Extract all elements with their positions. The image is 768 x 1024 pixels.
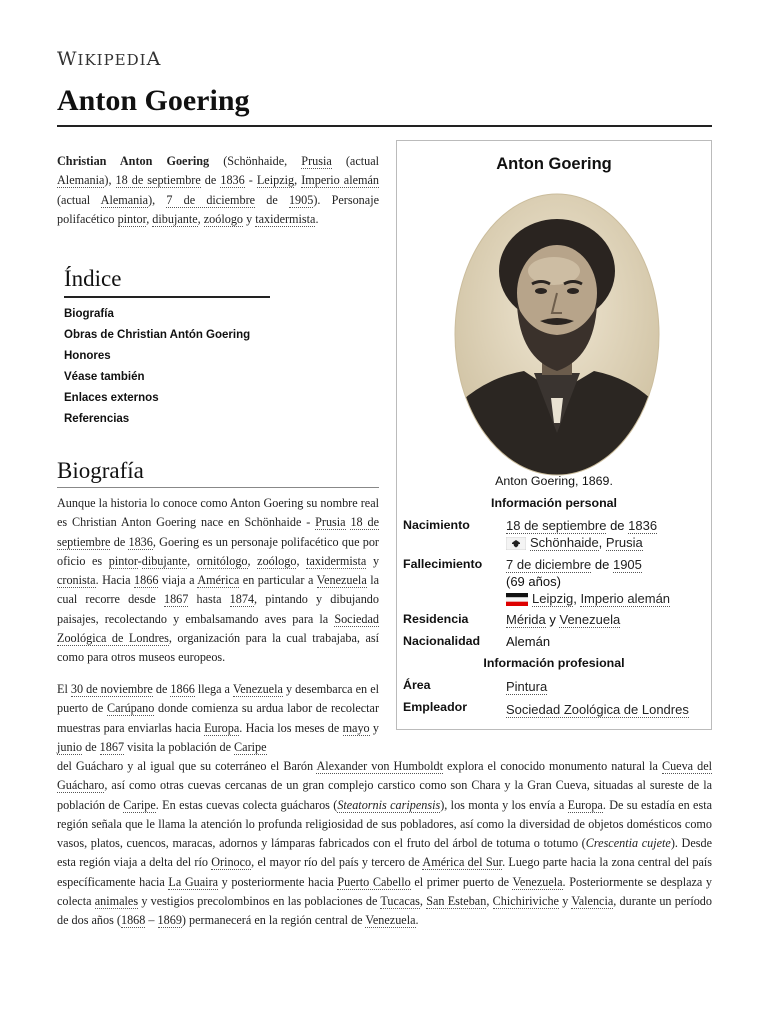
infobox-title: Anton Goering <box>496 155 612 173</box>
link-puerto-cabello[interactable]: Puerto Cabello <box>337 874 411 889</box>
link-america-del-sur[interactable]: América del Sur <box>422 855 503 870</box>
link-prusia[interactable]: Prusia <box>301 154 332 168</box>
label-area: Área <box>403 678 431 692</box>
link-death-year[interactable]: 1905 <box>612 557 642 572</box>
link-merida[interactable]: Mérida <box>506 612 546 627</box>
lead-paragraph: Christian Anton Goering (Schönhaide, Prusia (actual Alemania), 18 de septiembre de 1836 - Leipzig, Imperio alemán (actual Alemania), 7 de diciembre de 1905). Personaje polifacético pintor, dibujante, zoólogo y taxidermista. <box>57 154 380 226</box>
link-death-date[interactable]: 7 de diciembre <box>166 192 256 207</box>
link-caripe[interactable]: Caripe <box>123 797 156 812</box>
toc-item-enlaces-externos[interactable]: Enlaces externos <box>64 392 159 404</box>
wikipedia-wordmark[interactable]: WIKIPEDIA <box>57 48 162 70</box>
section-heading-biografia: Biografía <box>57 458 379 488</box>
value-empleador <box>506 701 689 718</box>
link-year[interactable]: 1874 <box>229 592 255 607</box>
link-date[interactable]: 18 de septiembre <box>57 515 379 549</box>
link-schonhaide[interactable]: Schönhaide <box>530 535 599 550</box>
link-year[interactable]: 1866 <box>134 573 159 588</box>
link-sociedad-zoologica[interactable]: Sociedad Zoológica de Londres <box>57 611 379 646</box>
link-pintura[interactable]: Pintura <box>506 679 548 694</box>
link-date[interactable]: 30 de noviembre <box>70 682 153 696</box>
link-birth-year[interactable]: 1836 <box>220 173 245 188</box>
link-mayo[interactable]: mayo <box>342 720 370 735</box>
value-nacionalidad: Alemán <box>506 634 551 649</box>
title-divider <box>57 125 712 127</box>
link-zoologo[interactable]: zoólogo <box>203 211 244 226</box>
link-carupano[interactable]: Carúpano <box>106 701 155 716</box>
link-prusia[interactable]: Prusia <box>315 515 346 530</box>
link-alemania[interactable]: Alemania <box>57 173 105 188</box>
link-chichiriviche[interactable]: Chichiriviche <box>492 894 559 909</box>
link-year[interactable]: 1866 <box>170 682 195 696</box>
link-year[interactable]: 1867 <box>163 592 189 607</box>
link-valencia[interactable]: Valencia <box>571 894 614 909</box>
label-nacionalidad: Nacionalidad <box>403 634 481 648</box>
toc-item-biografia[interactable]: Biografía <box>64 308 114 320</box>
page-title: Anton Goering <box>57 84 250 117</box>
label-residencia: Residencia <box>403 612 469 626</box>
link-venezuela[interactable]: Venezuela <box>512 874 563 889</box>
link-animales[interactable]: animales <box>94 894 139 909</box>
biografia-paragraph-2-continued: del Guácharo y al igual que su coterráneo el Barón Alexander von Humboldt explora el conocido monumento natural la Cueva del Guácharo, así como otras cuevas cercanas de un gran complejo carstico como son Chara y la Gran Cueva, situadas al sureste de la población de Caripe. En estas cuevas colecta guácharos (Steatornis caripensis), los monta y los envía a Europa. De su estadía en esta región señala que le llama la atención lo profunda religiosidad de sus pobladores, así como la diversidad de objetos domésticos como vasos, platos, cuencos, maracas, adornos y lámparas fabricados con el fruto del árbol de totuma o totumo (Crescentia cujete). Desde esta región viaja a delta del río Orinoco, el mayor río del país y tercero de América del Sur. Luego parte hacia la zona central del país específicamente hacia La Guaira y posteriormente hacia Puerto Cabello el primer puerto de Venezuela. Posteriormente se desplaza y colecta animales y vestigios precolombinos en las poblaciones de Tucacas, San Esteban, Chichiriviche y Valencia, durante un período de dos años (1868 – 1869) permanecerá en la región central de Venezuela. <box>57 759 713 928</box>
prussia-flag-icon <box>506 537 526 550</box>
link-america[interactable]: América <box>197 573 240 588</box>
link-imperio-aleman[interactable]: Imperio alemán <box>301 173 379 188</box>
link-venezuela[interactable]: Venezuela <box>232 682 283 696</box>
biografia-paragraph-2: El 30 de noviembre de 1866 llega a Venezuela y desembarca en el puerto de Carúpano donde comienza su ardua labor de recolectar muestras para enviarlas hacia Europa. Hacia los meses de mayo y junio de 1867 visita la población de Caripe <box>57 682 380 754</box>
link-leipzig[interactable]: Leipzig <box>532 591 574 606</box>
link-birth-year[interactable]: 1836 <box>628 518 658 533</box>
link-imperio-aleman[interactable]: Imperio alemán <box>580 591 671 606</box>
toc-title: Índice <box>64 266 270 298</box>
infobox-section-personal: Información personal <box>491 496 617 510</box>
biografia-paragraph-1: Aunque la historia lo conoce como Anton Goering su nombre real es Christian Anton Goering nace en Schönhaide - Prusia 18 de septiembre de 1836, Goering es un personaje polifacético que por oficio es pintor-dibujante, ornitólogo, zoólogo, taxidermista y cronista. Hacia 1866 viaja a América en particular a Venezuela la cual recorre desde 1867 hasta 1874, pintando y dibujando paisajes, recolectando y embalsamando aves para la Sociedad Zoológica de Londres, organización para la cual trabajaba, así como para otros museos europeos. <box>57 496 380 665</box>
link-steatornis[interactable]: Steatornis caripensis <box>337 797 441 812</box>
link-ornitologo[interactable]: ornitólogo <box>196 553 248 568</box>
infobox-section-profesional: Información profesional <box>483 656 625 670</box>
toc-item-obras[interactable]: Obras de Christian Antón Goering <box>64 329 251 341</box>
toc-item-vease-tambien[interactable]: Véase también <box>64 371 145 383</box>
link-birth-date[interactable]: 18 de septiembre <box>506 518 607 533</box>
portrait-image[interactable] <box>454 193 660 476</box>
toc-item-referencias[interactable]: Referencias <box>64 413 130 425</box>
link-caripe[interactable]: Caripe <box>234 739 267 754</box>
link-leipzig[interactable]: Leipzig <box>256 173 295 188</box>
link-zoologo[interactable]: zoólogo <box>257 553 297 568</box>
link-tucacas[interactable]: Tucacas <box>380 894 420 909</box>
link-year[interactable]: 1869 <box>157 913 182 928</box>
link-la-guaira[interactable]: La Guaira <box>168 874 219 889</box>
infobox <box>396 140 712 730</box>
link-year[interactable]: 1867 <box>99 739 125 754</box>
link-death-year[interactable]: 1905 <box>288 192 314 207</box>
link-birth-date[interactable]: 18 de septiembre <box>115 173 201 188</box>
link-dibujante[interactable]: dibujante <box>152 211 198 226</box>
link-prusia[interactable]: Prusia <box>605 535 643 550</box>
infobox-caption: Anton Goering, 1869. <box>495 474 613 488</box>
link-europa[interactable]: Europa <box>204 720 240 735</box>
link-death-date[interactable]: 7 de diciembre <box>506 557 592 572</box>
value-nacimiento: 18 de septiembre de 1836 Schönhaide, Prusia <box>506 518 658 550</box>
link-europa[interactable]: Europa <box>567 797 603 812</box>
table-of-contents <box>64 266 270 430</box>
link-cueva-del-guacharo[interactable]: Cueva del Guácharo <box>57 759 712 793</box>
link-san-esteban[interactable]: San Esteban <box>426 894 487 909</box>
link-sociedad-zoologica[interactable]: Sociedad Zoológica de Londres <box>506 702 689 717</box>
link-year[interactable]: 1836 <box>128 534 153 549</box>
link-junio[interactable]: junio <box>57 739 83 754</box>
link-alemania-2[interactable]: Alemania <box>100 192 149 207</box>
toc-item-honores[interactable]: Honores <box>64 350 111 362</box>
link-humboldt[interactable]: Alexander von Humboldt <box>316 759 443 773</box>
link-orinoco[interactable]: Orinoco <box>211 855 252 870</box>
label-empleador: Empleador <box>403 700 468 714</box>
value-residencia: Mérida y Venezuela <box>506 612 621 627</box>
link-venezuela[interactable]: Venezuela <box>559 612 621 627</box>
value-fallecimiento: 7 de diciembre de 1905 (69 años) Leipzig, Imperio alemán <box>506 557 671 606</box>
link-venezuela[interactable]: Venezuela <box>365 913 416 928</box>
link-taxidermista[interactable]: taxidermista <box>306 553 367 568</box>
link-year[interactable]: 1868 <box>120 913 146 928</box>
label-fallecimiento: Fallecimiento <box>403 557 483 571</box>
link-taxidermista[interactable]: taxidermista <box>255 211 316 226</box>
link-pintor[interactable]: pintor <box>117 211 147 226</box>
link-venezuela[interactable]: Venezuela <box>316 573 367 588</box>
label-nacimiento: Nacimiento <box>403 518 470 532</box>
value-area <box>506 678 547 695</box>
german-empire-flag-icon <box>506 593 528 606</box>
link-pintor[interactable]: pintor <box>108 553 138 568</box>
link-cronista[interactable]: cronista <box>57 573 96 588</box>
link-dibujante[interactable]: dibujante <box>141 553 188 568</box>
